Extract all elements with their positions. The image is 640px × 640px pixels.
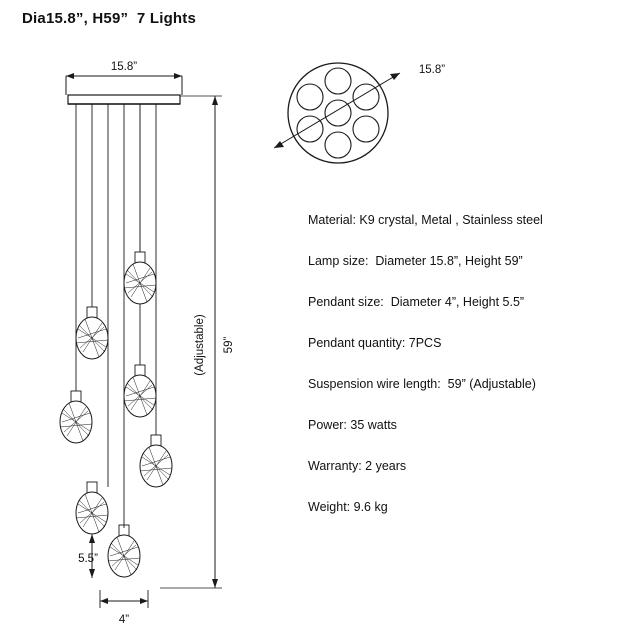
pendant-crystal: [60, 391, 92, 443]
total-height-label: 59”: [223, 336, 235, 354]
spec-item-warranty: Warranty: 2 years: [308, 459, 407, 473]
pendant-crystal: [76, 307, 108, 359]
specification-list: [308, 212, 628, 540]
total-height-dimension: [160, 96, 222, 588]
base-width-label: 4”: [118, 614, 130, 626]
pendant-crystal: [124, 252, 156, 304]
spec-item-power: Power: 35 watts: [308, 418, 397, 432]
pendant-crystal: [124, 365, 156, 417]
page-title: Dia15.8”, H59” 7 Lights: [22, 10, 197, 27]
ceiling-canopy: [68, 95, 180, 104]
pendant-crystal: [76, 482, 108, 534]
pendant-height-label: 5.5”: [78, 553, 98, 565]
pendant-crystal: [108, 525, 140, 577]
circle-diameter-label: 15.8”: [418, 64, 446, 76]
top-width-dimension: [66, 73, 182, 95]
pendant-crystal: [140, 435, 172, 487]
base-width-dimension: [100, 590, 148, 608]
spec-item-material: Material: K9 crystal, Metal , Stainless steel: [308, 213, 543, 227]
spec-item-pendant-quantity: Pendant quantity: 7PCS: [308, 336, 442, 350]
spec-item-lamp-size: Lamp size: Diameter 15.8”, Height 59”: [308, 254, 523, 268]
spec-item-pendant-size: Pendant size: Diameter 4”, Height 5.5”: [308, 295, 525, 309]
top-view-group: [274, 63, 400, 163]
top-width-label: 15.8”: [110, 61, 138, 73]
spec-item-weight: Weight: 9.6 kg: [308, 500, 388, 514]
adjustable-note-label: (Adjustable): [194, 314, 206, 376]
spec-item-wire-length: Suspension wire length: 59” (Adjustable): [308, 377, 536, 391]
